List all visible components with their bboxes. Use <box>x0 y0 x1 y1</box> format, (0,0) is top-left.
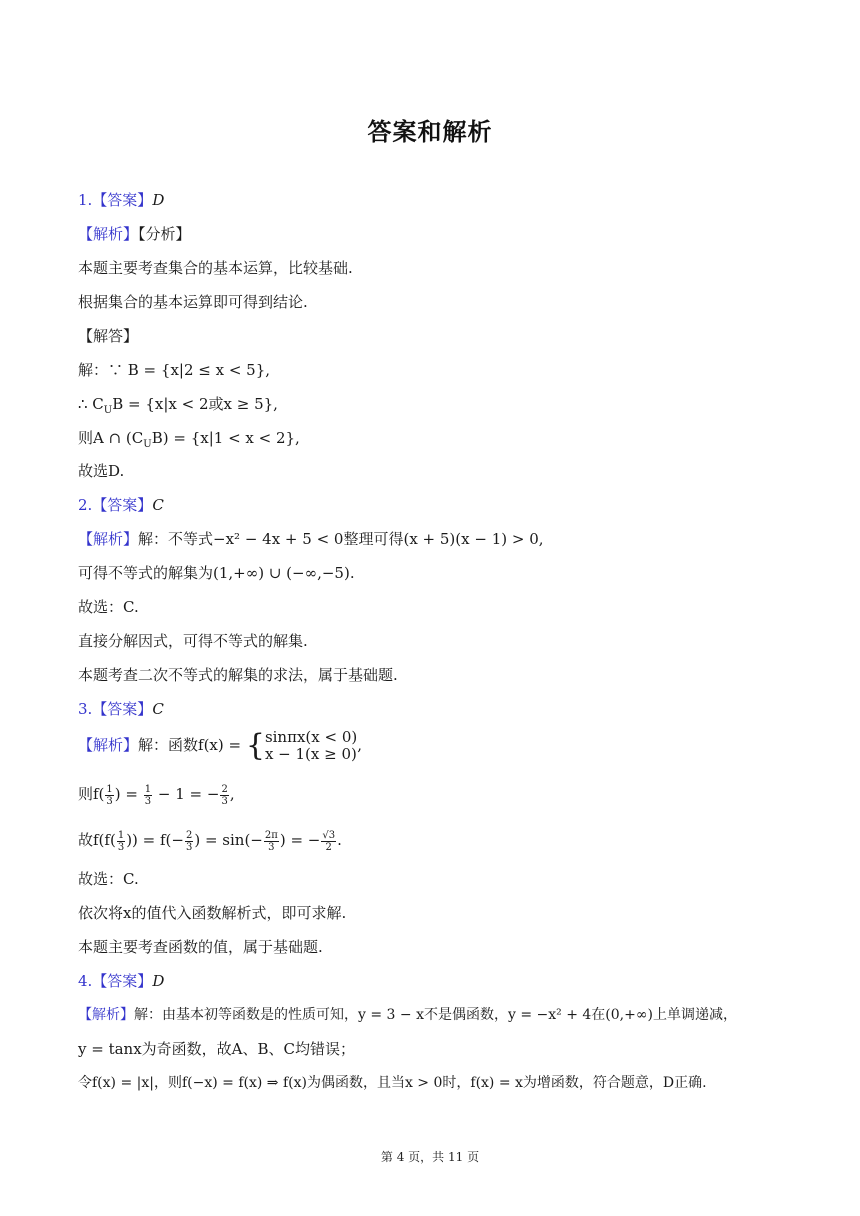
text-line: 直接分解因式，可得不等式的解集. <box>78 632 308 650</box>
text-line: 故f(f( $\frac{1}{3}$ )) = f(− $\frac{2}{3}$ ) = sin(− $\frac{2\pi}{3}$ ) = − $\frac{√3}{2}$ . <box>78 829 342 853</box>
text-line: 根据集合的基本运算即可得到结论. <box>78 293 308 311</box>
answer-3: 3.【答案】C <box>78 700 164 718</box>
page-title: 答案和解析 <box>367 118 493 146</box>
text-line: 故选：C. <box>78 598 139 616</box>
fraction: $\frac{1}{3}$ <box>144 783 152 807</box>
analysis-1-header: 【解析】【分析】 <box>78 225 191 243</box>
text-line: 故选D. <box>78 462 125 480</box>
fraction: $\frac{2\pi}{3}$ <box>264 829 278 853</box>
answer-2: 2.【答案】C <box>78 496 164 514</box>
fraction: $\frac{2}{3}$ <box>185 829 193 853</box>
text-line: 【解答】 <box>78 327 139 345</box>
analysis-2: 【解析】解：不等式−x² − 4x + 5 < 0整理可得(x + 5)(x − 1) > 0, <box>78 530 544 548</box>
answer-1: 1.【答案】D <box>78 191 165 209</box>
analysis-3: 【解析】解：函数f(x) = { sinπx(x < 0) x − 1(x ≥ 0) , <box>78 728 363 763</box>
text-line: 令f(x) = |x|，则f(−x) = f(x) ⇒ f(x)为偶函数，且当x > 0时，f(x) = x为增函数，符合题意，D正确. <box>78 1075 707 1091</box>
page-footer: 第 4 页，共 11 页 <box>380 1150 480 1164</box>
text-line: 依次将x的值代入函数解析式，即可求解. <box>78 904 347 922</box>
text-line: 本题主要考查函数的值，属于基础题. <box>78 938 323 956</box>
text-line: 可得不等式的解集为(1,+∞) ∪ (−∞,−5). <box>78 564 355 582</box>
text-line: 本题考查二次不等式的解集的求法，属于基础题. <box>78 666 398 684</box>
answer-4: 4.【答案】D <box>78 972 165 990</box>
text-line: 则A ∩ $(C_UB) = \{x|1 < x < 2\}$, <box>78 429 300 450</box>
fraction: $\frac{√3}{2}$ <box>322 829 336 853</box>
fraction: $\frac{1}{3}$ <box>106 783 113 807</box>
fraction: $\frac{1}{3}$ <box>117 829 125 853</box>
text-line: 则f( $\frac{1}{3}$ ) = $\frac{1}{3}$ − 1 = − $\frac{2}{3}$ , <box>78 783 235 807</box>
text-line: ∴ $C_UB = \{x|x < 2$或x ≥ 5}, <box>78 395 278 416</box>
piecewise-cases: sinπx(x < 0) x − 1(x ≥ 0) <box>264 728 358 763</box>
fraction: $\frac{2}{3}$ <box>221 783 228 807</box>
text-line: 解：∵ B = {x|2 ≤ x < 5}, <box>78 361 271 379</box>
text-line: y = tanx为奇函数，故A、B、C均错误； <box>78 1040 356 1058</box>
text-line: 故选：C. <box>78 870 139 888</box>
text-line: 本题主要考查集合的基本运算，比较基础. <box>78 259 353 277</box>
analysis-4: 【解析】解：由基本初等函数是的性质可知，y = 3 − x不是偶函数，y = −x² + 4在(0,+∞)上单调递减， <box>78 1007 737 1023</box>
